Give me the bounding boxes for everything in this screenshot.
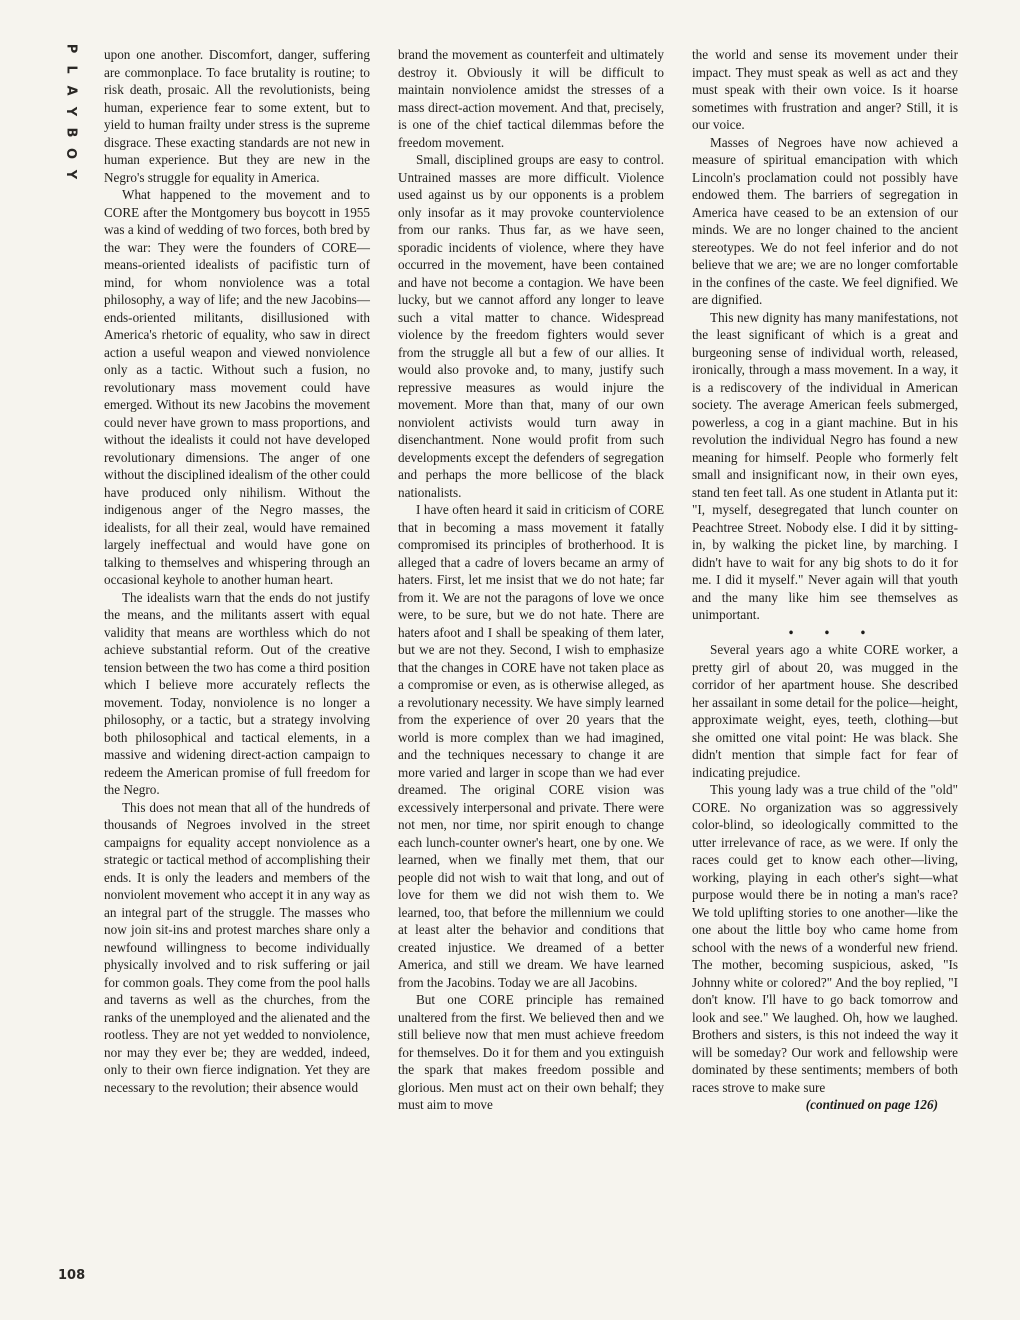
continued-line: (continued on page 126) bbox=[805, 1097, 938, 1112]
masthead-letter: A bbox=[63, 85, 79, 96]
column-2 bbox=[398, 46, 664, 1114]
masthead-letter: P bbox=[63, 43, 79, 54]
paragraph: Several years ago a white CORE worker, a pretty girl of about 20, was mugged in the corridor of her apartment house. She described her assailant in some detail for the police—height, approximate weight, eyes, teeth, clothing—but she omitted one vital point: He was black. She didn't mention that simple fact for fear of indicating prejudice. bbox=[692, 642, 958, 780]
paragraph: The idealists warn that the ends do not justify the means, and the militants assert with equal validity that means are worthless which do not achieve substantial reform. Out of the creative tension between the two has come a third position which I believe more accurately reflects the movement. Today, nonviolence is no longer a philosophy, or a tactic, but a strategy involving both philosophical and tactical elements, in a massive and widening direct-action campaign to redeem the American promise of full freedom for the Negro. bbox=[104, 589, 370, 797]
paragraph: What happened to the movement and to CORE after the Montgomery bus boycott in 1955 was a kind of wedding of two forces, both bred by the war: They were the founders of CORE—means-oriented idealists of pacifistic turn of mind, for whom nonviolence was a total philosophy, a way of life; and the new Jacobins—ends-oriented militants, disillusioned with America's rhetoric of equality, who saw in direct action a useful weapon and viewed nonviolence only as a tactic. Without such a fusion, no revolutionary mass movement could have emerged. Without its new Jacobins the movement could never have grown to mass proportions, and without the idealists it could not have developed revolutionary dimensions. The anger of one without the disciplined idealism of the other could have produced only nihilism. Without the indigenous anger of the Negro masses, the idealists, for all their zeal, would have remained largely ineffectual and would have gone on talking to themselves and whispering through an occasional keyhole to another human heart. bbox=[104, 187, 370, 587]
masthead-letter: L bbox=[63, 65, 79, 74]
paragraph: I have often heard it said in criticism of CORE that in becoming a mass movement it fatally compromised its principles of brotherhood. It is alleged that a cadre of lovers became an army of haters. First, let me insist that we do not hate; far from it. We are not the paragons of love we once were, to be sure, but we do not hate. There are haters afoot and I shall be speaking of them later, but we are not they. Second, I wish to emphasize that the changes in CORE have not taken place as a compromise or even, as is otherwise alleged, as a revolutionary necessity. We have simply learned from the experience of over 20 years that the world is more complex than we had imagined, and the techniques necessary to change it are more varied and larger in scope than we had ever dreamed. The original CORE vision was excessively interpersonal and private. There were not men, nor time, nor spirit enough to change each lunch-counter owner's heart, one by one. We learned, when we finally met them, that our people did not wish to wait that long, and out of love for them we did not wish them to. We learned, too, that before the millennium we could at least alter the behavior and conditions that created injustice. We dreamed of a better America, and still we dream. We have learned from the Jacobins. Today we are all Jacobins. bbox=[398, 502, 664, 990]
paragraph: This does not mean that all of the hundreds of thousands of Negroes involved in the street campaigns for equality accept nonviolence as a strategic or tactical method of accomplishing their ends. It is only the leaders and members of the nonviolent movement who accept it in any way as an integral part of the struggle. The masses who now join sit-ins and protest marches share only a newfound willingness to become individually physically involved and to risk suffering or jail for common goals. They come from the pool halls and taverns as well as the churches, from the ranks of the unemployed and the alienated and the rootless. They are not yet wedded to nonviolence, nor may they ever be; they are wedded, indeed, only to their own fierce indignation. Yet they are necessary to the revolution; their absence would bbox=[104, 799, 370, 1095]
paragraph: brand the movement as counterfeit and ultimately destroy it. Obviously it will be difficult to maintain nonviolence amidst the stresses of a mass direct-action movement. And that, precisely, is one of the chief tactical dilemmas before the freedom movement. bbox=[398, 47, 664, 150]
column-1 bbox=[104, 46, 370, 1096]
paragraph: Masses of Negroes have now achieved a measure of spiritual emancipation with which Lincoln's proclamation could not possibly have endowed them. The barriers of segregation in America have ceased to be an extension of our minds. We are no longer chained to the ancient stereotypes. We do not feel inferior and do not believe that we are; we are no longer comfortable in the confines of the caste. We feel dignified. We are dignified. bbox=[692, 134, 958, 307]
paragraph: This young lady was a true child of the "old" CORE. No organization was so aggressively color-blind, so ideologically committed to the utter irrelevance of race, as we were. If only the races could get to know each other—living, working, playing in each other's sight—what purpose would there be in noting a man's race? We told uplifting stories to one another—like the one about the little boy who came home from school with the news of a wonderful new friend. The mother, becoming suspicious, asked, "Is Johnny white or colored?" And the boy replied, "I don't know. I'll have to go back tomorrow and look and see." We laughed. Oh, how we laughed. Brothers and sisters, is this not indeed the way it will be someday? Our work and fellowship were dominated by these sentiments; members of both races strove to make sure bbox=[692, 782, 958, 1095]
masthead-letter: Y bbox=[63, 169, 79, 180]
paragraph: upon one another. Discomfort, danger, suffering are commonplace. To face brutality is routine; to risk death, prosaic. All the revolutionists, being human, experience fear to some extent, but to yield to human frailty under stress is the supreme disgrace. These exacting standards are not new in human experience. But they are new in the Negro's struggle for equality in America. bbox=[104, 47, 370, 185]
column-3 bbox=[692, 46, 958, 1114]
paragraph: Small, disciplined groups are easy to control. Untrained masses are more difficult. Violence used against us by our opponents is a problem only insofar as it may provoke counterviolence from our ranks. Thus far, as we have seen, sporadic incidents of violence, where they have occurred in the movement, have been contained and have not become a contagion. We have been lucky, but we cannot afford any longer to leave such a vital matter to chance. Widespread violence by the freedom fighters would sever from the struggle all but a few of our allies. It would also provoke and, to many, justify such repressive measures as would injure the movement. More than that, many of our own nonviolent activists would turn away in disenchantment. None would profit from such developments except the defenders of segregation and perhaps the more bellicose of the black nationalists. bbox=[398, 152, 664, 500]
paragraph: the world and sense its movement under their impact. They must speak as well as act and they must speak with their own voice. Is it hoarse sometimes with frustration and anger? Still, it is our voice. bbox=[692, 47, 958, 132]
masthead-letter: O bbox=[63, 147, 79, 160]
masthead bbox=[60, 38, 82, 185]
paragraph: This new dignity has many manifestations, not the least significant of which is a great and burgeoning sense of individual worth, released, ironically, through a mass movement. In a way, it is a rediscovery of the individual in American society. The average American feels submerged, powerless, a cog in a giant machine. But in his revolution the individual Negro has found a new meaning for himself. People who formerly felt small and insignificant now, in their own eyes, stand ten feet tall. As one student in Atlanta put it: "I, myself, desegregated that lunch counter on Peachtree Street. Nobody else. I did it by sitting-in, by walking the picket line, by marching. I didn't have to wait for any big shots to do it for me. I did it myself." Never again will that youth and the many like him see themselves as unimportant. bbox=[692, 309, 958, 622]
paragraph: But one CORE principle has remained unaltered from the first. We believed then and we still believe now that men must achieve freedom for themselves. Do it for them and you extinguish the spark that makes freedom possible and glorious. Men must act on their own behalf; they must aim to move bbox=[398, 992, 664, 1112]
section-break: • • • bbox=[788, 624, 880, 640]
masthead-letter: Y bbox=[63, 106, 79, 117]
masthead-letter: B bbox=[63, 127, 79, 138]
page-number: 108 bbox=[58, 1268, 86, 1283]
